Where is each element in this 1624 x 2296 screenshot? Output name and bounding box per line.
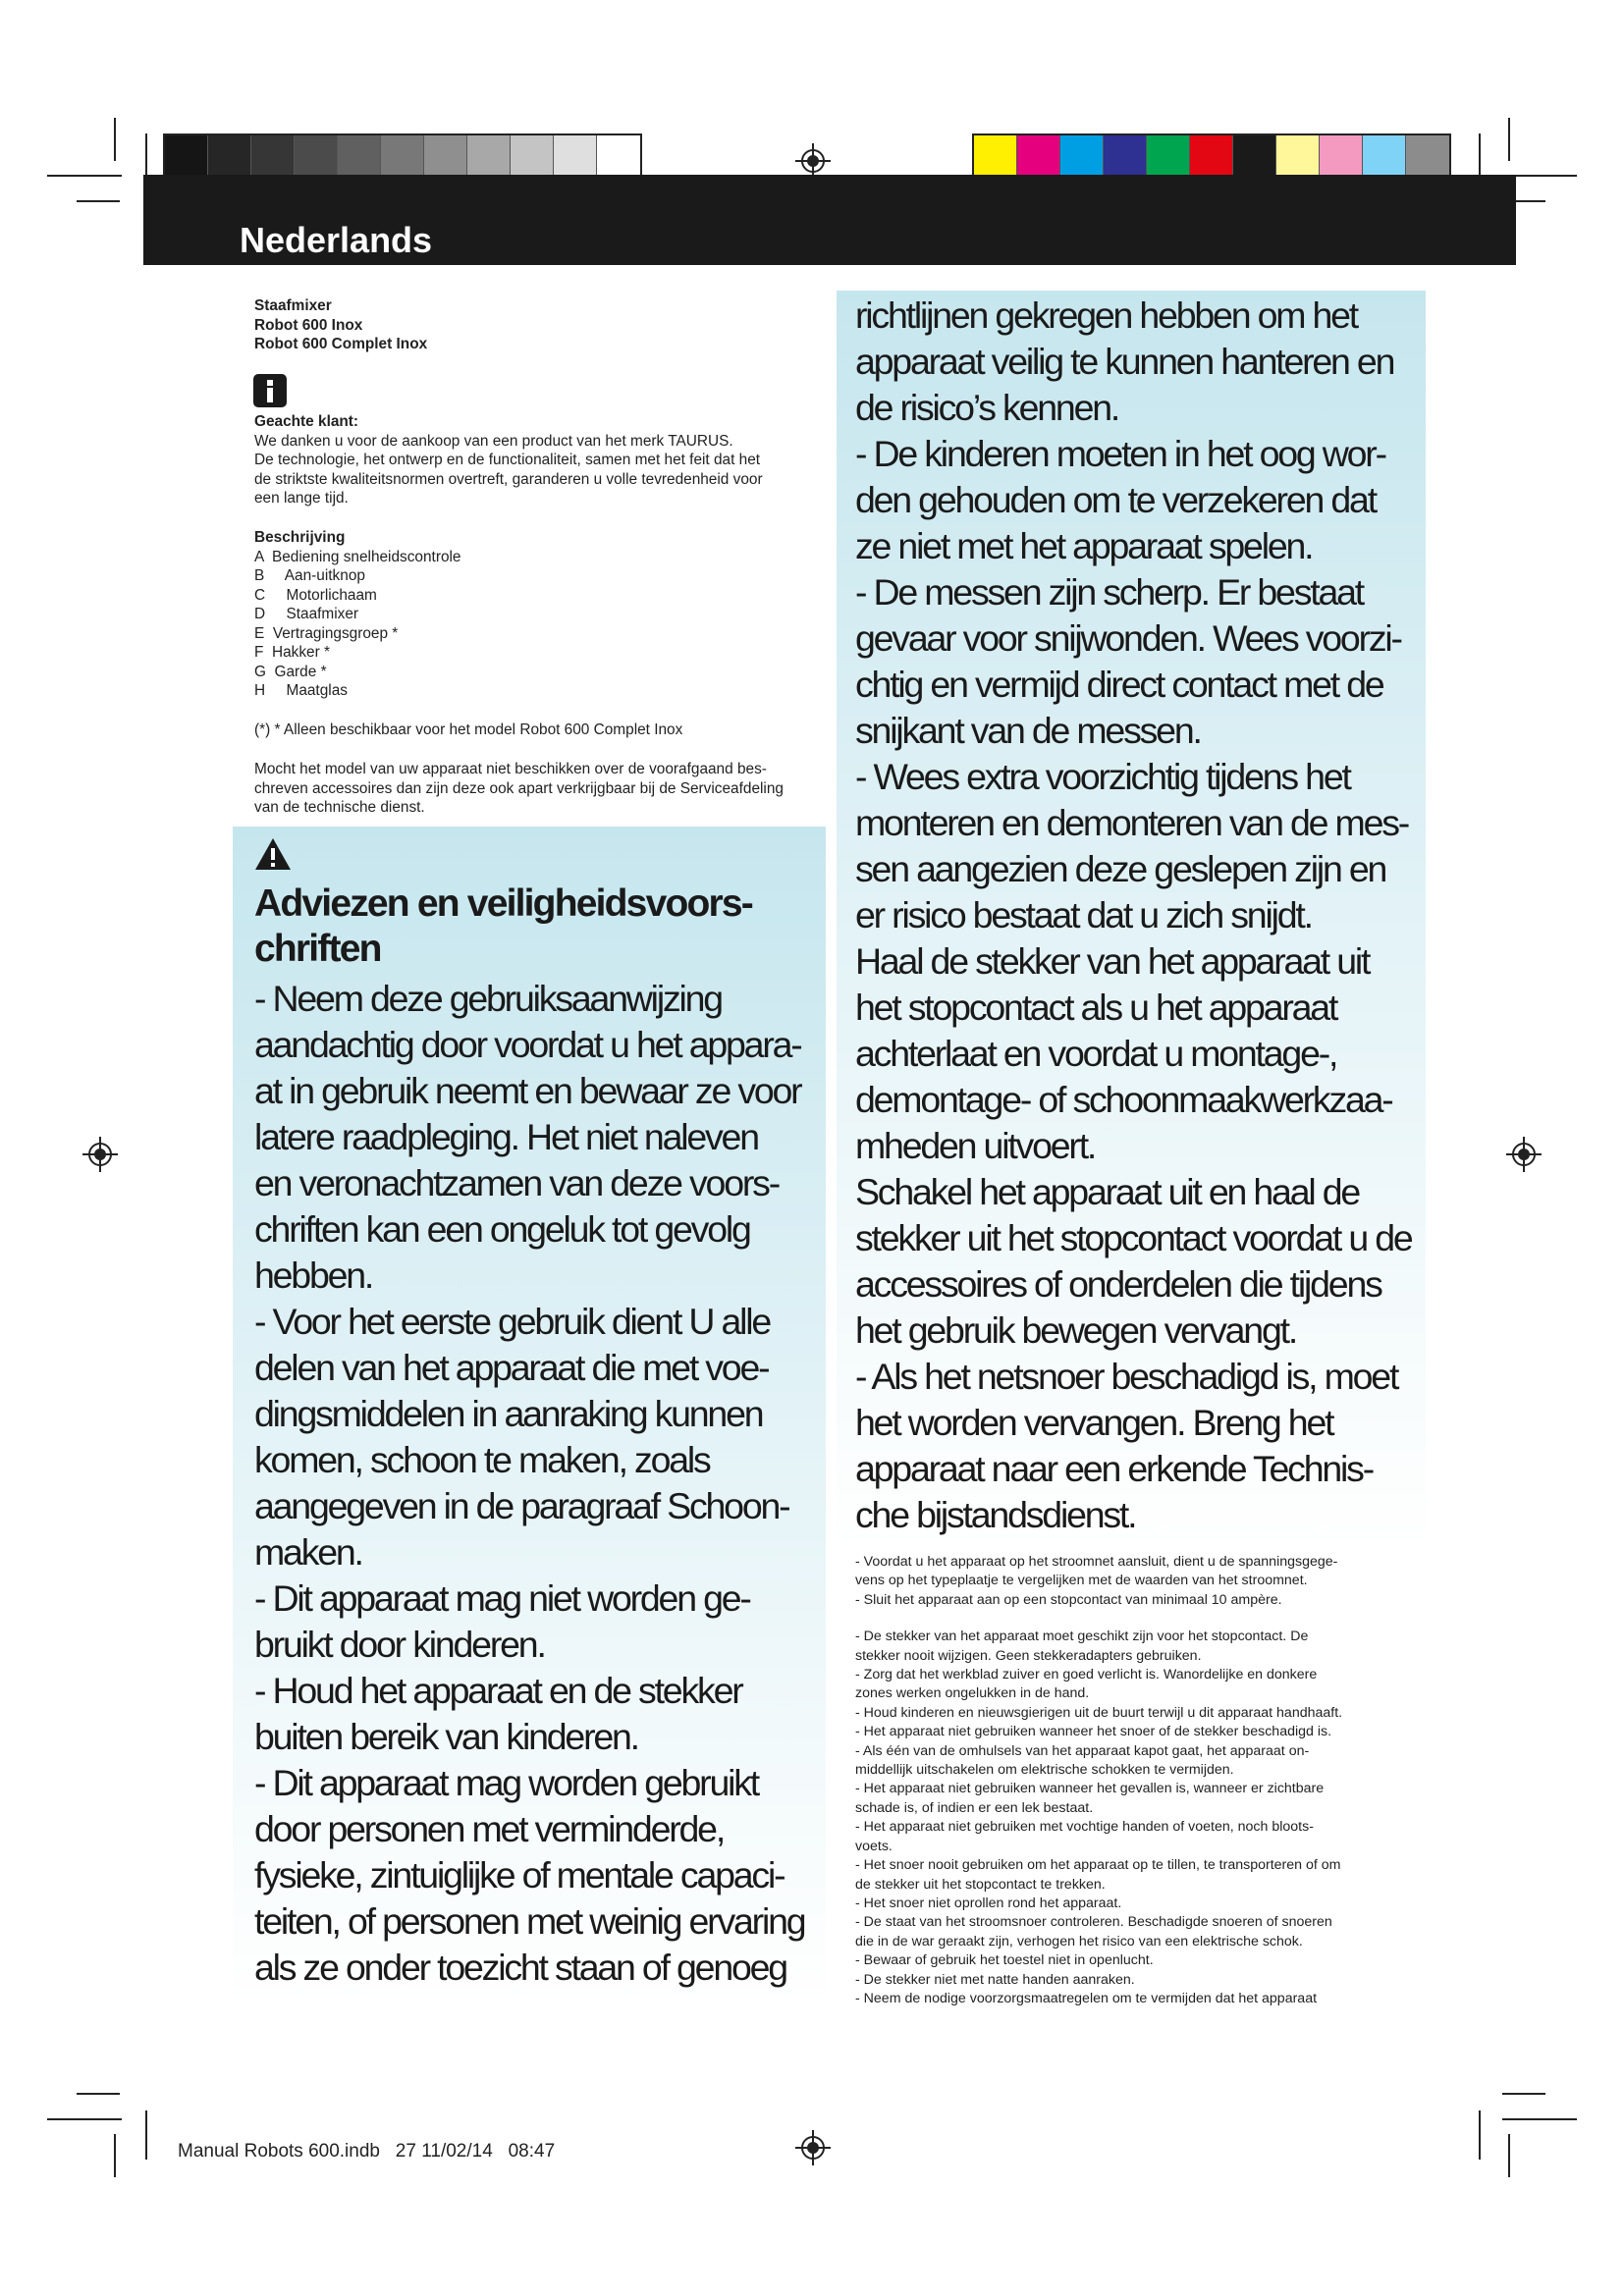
description-title: Beschrijving [254, 529, 346, 546]
crop-mark [1479, 2110, 1481, 2160]
page-title: Nederlands [240, 220, 433, 260]
print-slug: Manual Robots 600.indb 27 11/02/14 08:47 [178, 2141, 556, 2162]
safety-line: chriften kan een ongeluk tot gevolg [254, 1208, 750, 1250]
safety-heading-line: Adviezen en veiligheidsvoors- [254, 882, 752, 925]
accessories-line: Mocht het model van uw apparaat niet beschikken over de voorafgaand bes- [254, 761, 767, 777]
safety-line: aandachtig door voordat u het appara- [254, 1024, 801, 1065]
safety-line: de risico’s kennen. [855, 387, 1119, 428]
safety-line: - Voor het eerste gebruik dient U alle [254, 1301, 771, 1342]
safety-line: aangegeven in de paragraaf Schoon- [254, 1485, 789, 1526]
fine-line: - Zorg dat het werkblad zuiver en goed verlicht is. Wanordelijke en donkere [855, 1667, 1318, 1683]
safety-line: apparaat veilig te kunnen hanteren en [855, 341, 1394, 382]
safety-right-column [855, 293, 1425, 1538]
crop-mark [1502, 2093, 1545, 2095]
safety-line: - Houd het apparaat en de stekker [254, 1670, 742, 1711]
safety-line: che bijstandsdienst. [855, 1494, 1136, 1535]
fine-line: - Sluit het apparaat aan op een stopcontact van minimaal 10 ampère. [855, 1591, 1282, 1608]
safety-line: er risico bestaat dat u zich snijdt. [855, 894, 1312, 935]
safety-line: demontage- of schoonmaakwerkzaa- [855, 1079, 1392, 1120]
safety-line: - De messen zijn scherp. Er bestaat [855, 571, 1363, 613]
safety-line: richtlijnen gekregen hebben om het [855, 294, 1358, 336]
fine-line: - Het apparaat niet gebruiken met vochtige handen of voeten, noch bloots- [855, 1819, 1314, 1836]
safety-line: bruikt door kinderen. [254, 1624, 545, 1665]
crop-mark [145, 2110, 147, 2160]
safety-line: snijkant van de messen. [855, 710, 1201, 751]
fine-line: - De stekker niet met natte handen aanraken. [855, 1971, 1135, 1988]
accessories-line: chreven accessoires dan zijn deze ook apart verkrijgbaar bij de Serviceafdeling [254, 779, 784, 797]
safety-line: door personen met verminderde, [254, 1808, 725, 1849]
safety-line: ze niet met het apparaat spelen. [855, 525, 1313, 566]
crop-mark [1502, 2118, 1577, 2120]
fine-line: zones werken ongelukken in de hand. [855, 1685, 1090, 1702]
safety-line: als ze onder toezicht staan of genoeg [254, 1947, 786, 1988]
info-icon [252, 373, 288, 408]
fine-line: de stekker uit het stopcontact te trekken. [855, 1876, 1106, 1893]
accessories-line: van de technische dienst. [254, 799, 425, 816]
safety-line: at in gebruik neemt en bewaar ze voor [254, 1070, 801, 1111]
fine-line: schade is, of indien er een lek bestaat. [855, 1799, 1094, 1816]
fine-line: die in de war geraakt zijn, verhogen het risico van een elektrische schok. [855, 1933, 1303, 1949]
product-line: Robot 600 Inox [254, 316, 363, 334]
safety-line: - Dit apparaat mag niet worden ge- [254, 1577, 750, 1619]
safety-line: hebben. [254, 1255, 373, 1296]
crop-mark [47, 175, 122, 177]
fine-line: - Het apparaat niet gebruiken wanneer het gevallen is, wanneer er zichtbare [855, 1781, 1325, 1797]
safety-line: fysieke, zintuiglijke of mentale capaci- [254, 1854, 785, 1896]
safety-line: dingsmiddelen in aanraking kunnen [254, 1393, 763, 1434]
fine-line: - Bewaar of gebruik het toestel niet in openlucht. [855, 1952, 1154, 1969]
fine-line: stekker nooit wijzigen. Geen stekkeradapters gebruiken. [855, 1647, 1202, 1664]
safety-line: latere raadpleging. Het niet naleven [254, 1116, 758, 1157]
fine-print [855, 1553, 1425, 2008]
safety-line: teiten, of personen met weinig ervaring [254, 1900, 805, 1942]
safety-line: - Als het netsnoer beschadigd is, moet [855, 1356, 1398, 1397]
description-item: H Maatglas [254, 682, 348, 699]
safety-line: gevaar voor snijwonden. Wees voorzi- [855, 617, 1401, 659]
safety-line: Schakel het apparaat uit en haal de [855, 1171, 1360, 1212]
registration-mark-icon [82, 1137, 118, 1172]
intro-line: De technologie, het ontwerp en de functionaliteit, samen met het feit dat het [254, 452, 761, 468]
safety-line: mheden uitvoert. [855, 1125, 1096, 1166]
footnote [254, 721, 824, 740]
safety-line: komen, schoon te maken, zoals [254, 1439, 710, 1480]
safety-heading [254, 881, 824, 972]
crop-mark [114, 2134, 116, 2177]
safety-line: chtig en vermijd direct contact met de [855, 664, 1383, 705]
crop-mark [114, 118, 116, 161]
fine-line: - De staat van het stroomsnoer controleren. Beschadigde snoeren of snoeren [855, 1914, 1332, 1931]
intro-line: een lange tijd. [254, 490, 349, 507]
safety-line: het stopcontact als u het apparaat [855, 987, 1337, 1028]
accessories-note [254, 760, 834, 818]
intro-line: de striktste kwaliteitsnormen overtreft, garanderen u volle tevredenheid voor [254, 470, 763, 488]
safety-line: en veronachtzamen van deze voors- [254, 1162, 779, 1203]
crop-mark [77, 200, 120, 202]
safety-line: - Neem deze gebruiksaanwijzing [254, 978, 722, 1019]
registration-mark-icon [795, 143, 831, 179]
crop-mark [1508, 2134, 1510, 2177]
fine-line: - Het apparaat niet gebruiken wanneer het snoer of de stekker beschadigd is. [855, 1724, 1332, 1740]
fine-line: - Houd kinderen en nieuwsgierigen uit de buurt terwijl u dit apparaat handhaaft. [855, 1704, 1343, 1721]
registration-mark-icon [795, 2130, 831, 2165]
registration-mark-icon [1506, 1137, 1542, 1172]
greeting: Geachte klant: [254, 413, 359, 430]
description-item: B Aan-uitknop [254, 567, 365, 584]
safety-line: sen aangezien deze geslepen zijn en [855, 848, 1386, 889]
language-header [143, 175, 1516, 265]
safety-left-column [254, 976, 824, 1991]
greeting-block [254, 412, 824, 508]
description-block [254, 528, 824, 701]
fine-line: - De stekker van het apparaat moet geschikt zijn voor het stopcontact. De [855, 1629, 1309, 1645]
description-item: D Staafmixer [254, 606, 359, 622]
product-block [254, 296, 824, 354]
fine-line: - Als één van de omhulsels van het apparaat kapot gaat, het apparaat on- [855, 1742, 1310, 1759]
safety-line: het gebruik bewegen vervangt. [855, 1309, 1297, 1351]
safety-line: Haal de stekker van het apparaat uit [855, 940, 1370, 982]
safety-line: apparaat naar een erkende Technis- [855, 1448, 1374, 1489]
warning-icon [253, 836, 293, 872]
safety-line: - Wees extra voorzichtig tijdens het [855, 756, 1350, 797]
safety-heading-line: chriften [254, 928, 381, 970]
crop-mark [1508, 118, 1510, 161]
safety-line: het worden vervangen. Breng het [855, 1402, 1333, 1443]
fine-line: - Voordat u het apparaat op het stroomnet aansluit, dient u de spanningsgege- [855, 1554, 1338, 1570]
description-item: G Garde * [254, 663, 327, 680]
safety-line: - De kinderen moeten in het oog wor- [855, 433, 1385, 474]
fine-line: - Neem de nodige voorzorgsmaatregelen om te vermijden dat het apparaat [855, 1990, 1318, 2006]
safety-line: delen van het apparaat die met voe- [254, 1347, 769, 1388]
footnote-text: (*) * Alleen beschikbaar voor het model Robot 600 Complet Inox [254, 721, 683, 738]
product-line: Robot 600 Complet Inox [254, 336, 428, 352]
product-line: Staafmixer [254, 297, 332, 314]
crop-mark [77, 2093, 120, 2095]
safety-line: - Dit apparaat mag worden gebruikt [254, 1762, 759, 1803]
description-item: F Hakker * [254, 644, 330, 661]
safety-line: accessoires of onderdelen die tijdens [855, 1263, 1381, 1305]
safety-line: buiten bereik van kinderen. [254, 1716, 638, 1757]
description-item: E Vertragingsgroep * [254, 624, 399, 642]
safety-line: den gehouden om te verzekeren dat [855, 479, 1376, 520]
description-item: C Motorlichaam [254, 586, 377, 604]
description-item: A Bediening snelheidscontrole [254, 548, 461, 565]
safety-line: maken. [254, 1531, 362, 1573]
fine-line: - Het snoer niet oprollen rond het apparaat. [855, 1895, 1122, 1911]
intro-line: We danken u voor de aankoop van een product van het merk TAURUS. [254, 432, 733, 450]
safety-line: monteren en demonteren van de mes- [855, 802, 1409, 843]
crop-mark [47, 2118, 122, 2120]
fine-line: vens op het typeplaatje te vergelijken met de waarden van het stroomnet. [855, 1573, 1308, 1589]
fine-line: voets. [855, 1838, 893, 1854]
fine-line: middellijk uitschakelen om elektrische schokken te vermijden. [855, 1762, 1234, 1779]
safety-line: achterlaat en voordat u montage-, [855, 1033, 1337, 1074]
safety-line: stekker uit het stopcontact voordat u de [855, 1217, 1412, 1258]
fine-line: - Het snoer nooit gebruiken om het apparaat op te tillen, te transporteren of om [855, 1857, 1341, 1874]
